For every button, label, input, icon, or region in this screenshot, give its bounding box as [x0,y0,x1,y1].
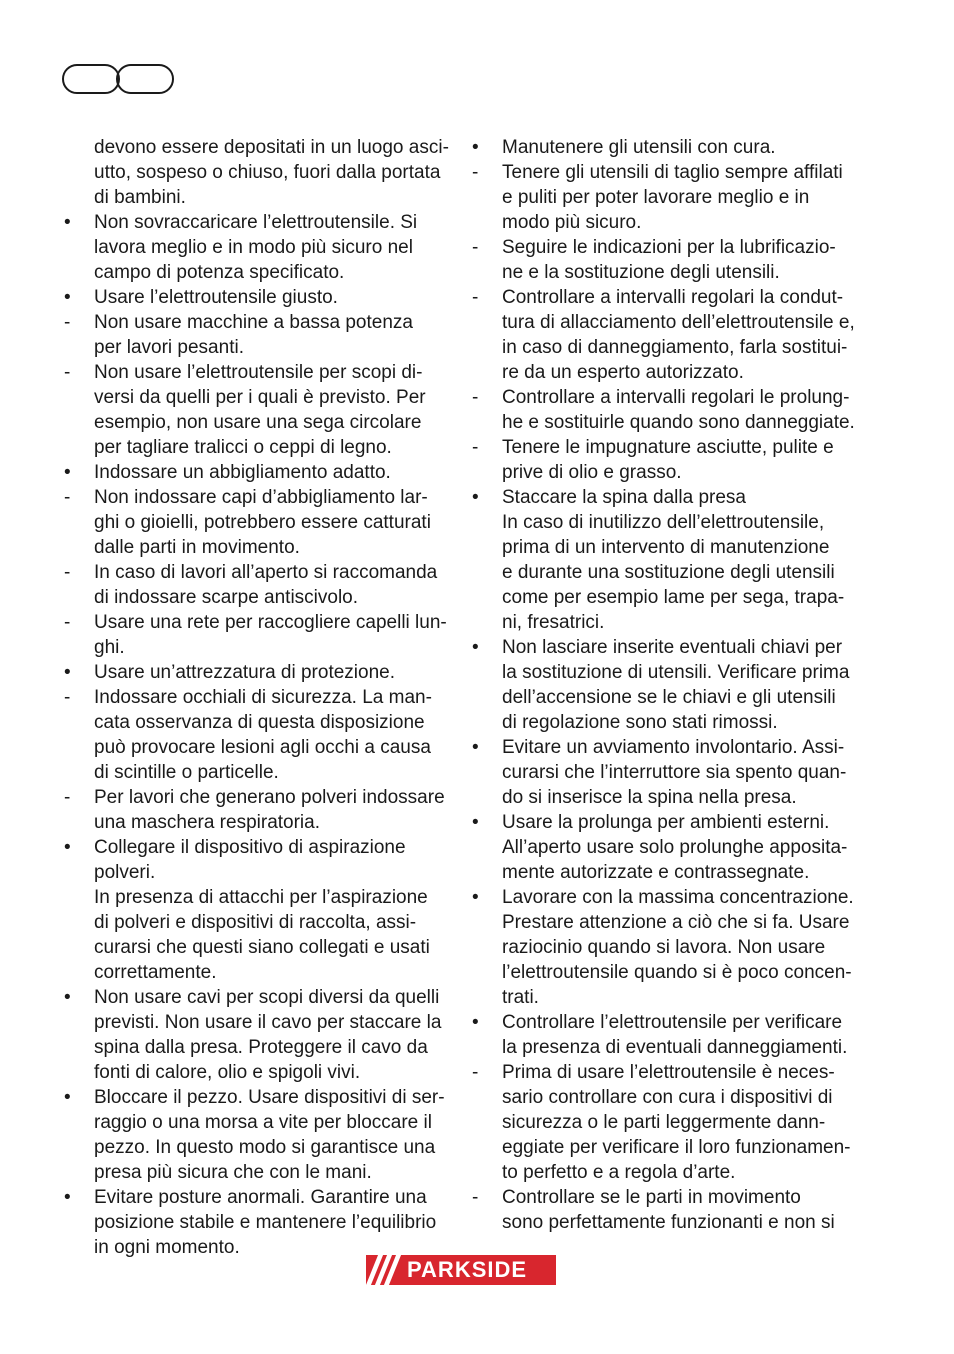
dash-item [62,485,452,560]
dash-marker: - [64,312,71,333]
text-line: dalle parti in movimento. [94,537,300,558]
dash-item [62,785,452,835]
bullet-item [470,885,870,1010]
bullet-marker: • [64,212,71,233]
text-line: he e sostituirle quando sono danneggiate. [502,412,855,433]
left-column [62,135,452,1260]
dash-item [470,1185,870,1235]
text-line: spina dalla presa. Proteggere il cavo da [94,1037,428,1058]
text-line: la sostituzione di utensili. Verificare prima [502,662,850,683]
text-line: modo più sicuro. [502,212,642,233]
bullet-marker: • [472,1012,479,1033]
text-line: lavora meglio e in modo più sicuro nel [94,237,413,258]
text-line: Bloccare il pezzo. Usare dispositivi di ser- [94,1087,445,1108]
text-line: la presenza di eventuali danneggiamenti. [502,1037,848,1058]
bullet-item [62,285,452,310]
bullet-marker: • [472,887,479,908]
bullet-marker: • [472,637,479,658]
text-line: eggiate per verificare il loro funzionamen- [502,1137,851,1158]
text-line: In caso di inutilizzo dell’elettroutensile, [502,512,825,533]
bullet-item [470,810,870,885]
dash-marker: - [64,612,71,633]
bullet-marker: • [64,837,71,858]
text-line: mente autorizzate e contrassegnate. [502,862,810,883]
language-badge [62,64,120,94]
dash-item [62,560,452,610]
logo-stripes-icon [372,1255,399,1285]
text-line: Prima di usare l’elettroutensile è neces- [502,1062,835,1083]
bullet-marker: • [64,287,71,308]
text-line: Usare un’attrezzatura di protezione. [94,662,395,683]
text-line: ne e la sostituzione degli utensili. [502,262,780,283]
dash-marker: - [64,787,71,808]
dash-marker: - [472,1187,479,1208]
continuation-item [62,135,452,210]
bullet-marker: • [472,737,479,758]
bullet-item [62,1185,452,1260]
text-line: sono perfettamente funzionanti e non si [502,1212,835,1233]
text-line: di scintille o particelle. [94,762,279,783]
text-line: una maschera respiratoria. [94,812,320,833]
text-line: ghi o gioielli, potrebbero essere catturati [94,512,431,533]
text-line: trati. [502,987,539,1008]
dash-marker: - [472,287,479,308]
text-line: e durante una sostituzione degli utensili [502,562,835,583]
dash-marker: - [472,162,479,183]
bullet-item [62,210,452,285]
text-line: Prestare attenzione a ciò che si fa. Usare [502,912,850,933]
text-line: Lavorare con la massima concentrazione. [502,887,854,908]
text-line: posizione stabile e mantenere l’equilibrio [94,1212,437,1233]
text-line: curarsi che l’interruttore sia spento quan- [502,762,847,783]
bullet-marker: • [472,812,479,833]
text-line: Non usare macchine a bassa potenza [94,312,413,333]
dash-marker: - [472,387,479,408]
text-line: All’aperto usare solo prolunghe apposita- [502,837,848,858]
bullet-marker: • [64,1087,71,1108]
language-badge [116,64,174,94]
text-line: prive di olio e grasso. [502,462,682,483]
text-line: prima di un intervento di manutenzione [502,537,830,558]
text-line: ghi. [94,637,125,658]
text-line: sario controllare con cura i dispositivi di [502,1087,833,1108]
text-line: raziocinio quando si lavora. Non usare [502,937,826,958]
text-line: Usare una rete per raccogliere capelli lun- [94,612,447,633]
dash-item [470,235,870,285]
text-line: do si inserisce la spina nella presa. [502,787,797,808]
dash-item [62,610,452,660]
text-line: versi da quelli per i quali è previsto. Per [94,387,426,408]
text-line: Evitare posture anormali. Garantire una [94,1187,427,1208]
text-line: Usare l’elettroutensile giusto. [94,287,338,308]
text-line: in ogni momento. [94,1237,240,1258]
text-line: Tenere le impugnature asciutte, pulite e [502,437,834,458]
text-line: per lavori pesanti. [94,337,244,358]
text-line: di polveri e dispositivi di raccolta, assi- [94,912,417,933]
bullet-item [470,485,870,635]
text-line: di bambini. [94,187,186,208]
dash-item [470,1060,870,1185]
bullet-marker: • [64,662,71,683]
text-line: to perfetto e a regola d’arte. [502,1162,736,1183]
dash-marker: - [472,1062,479,1083]
text-line: curarsi che questi siano collegati e usati [94,937,430,958]
text-line: Seguire le indicazioni per la lubrificazio- [502,237,836,258]
bullet-marker: • [64,462,71,483]
bullet-marker: • [472,137,479,158]
text-line: In caso di lavori all’aperto si raccomanda [94,562,438,583]
bullet-item [470,1010,870,1060]
text-line: sicurezza o le parti leggermente dann- [502,1112,826,1133]
text-line: come per esempio lame per sega, trapa- [502,587,845,608]
dash-item [62,360,452,460]
text-line: Collegare il dispositivo di aspirazione [94,837,406,858]
text-line: raggio o una morsa a vite per bloccare il [94,1112,432,1133]
text-line: campo di potenza specificato. [94,262,345,283]
text-line: per tagliare tralicci o ceppi di legno. [94,437,392,458]
text-line: Per lavori che generano polveri indossare [94,787,445,808]
text-line: Indossare un abbigliamento adatto. [94,462,391,483]
text-line: in caso di danneggiamento, farla sostitui- [502,337,848,358]
text-line: presa più sicura che con le mani. [94,1162,372,1183]
text-line: Evitare un avviamento involontario. Assi- [502,737,845,758]
bullet-marker: • [472,487,479,508]
text-line: dell’accensione se le chiavi e gli utensili [502,687,836,708]
bullet-item [470,735,870,810]
text-line: polveri. [94,862,156,883]
text-line: Manutenere gli utensili con cura. [502,137,776,158]
text-line: può provocare lesioni agli occhi a causa [94,737,431,758]
text-line: l’elettroutensile quando si è poco concen- [502,962,852,983]
bullet-marker: • [64,1187,71,1208]
bullet-item [62,835,452,985]
bullet-item [62,660,452,685]
text-line: devono essere depositati in un luogo asci- [94,137,449,158]
bullet-item [62,1085,452,1185]
bullet-item [62,985,452,1085]
text-line: tura di allacciamento dell’elettroutensile e, [502,312,855,333]
text-line: Non indossare capi d’abbigliamento lar- [94,487,428,508]
bullet-marker: • [64,987,71,1008]
bullet-item [62,460,452,485]
language-badges [62,64,174,94]
right-column [470,135,870,1235]
text-line: Non lasciare inserite eventuali chiavi per [502,637,843,658]
text-line: di indossare scarpe antiscivolo. [94,587,359,608]
text-line: Usare la prolunga per ambienti esterni. [502,812,830,833]
dash-item [470,160,870,235]
dash-item [62,310,452,360]
logo-text: PARKSIDE [407,1257,528,1282]
dash-marker: - [472,437,479,458]
text-line: Controllare l’elettroutensile per verificare [502,1012,843,1033]
text-line: correttamente. [94,962,217,983]
bullet-item [470,635,870,735]
parkside-logo [366,1255,556,1285]
text-line: esempio, non usare una sega circolare [94,412,422,433]
text-line: Indossare occhiali di sicurezza. La man- [94,687,432,708]
dash-item [470,435,870,485]
text-line: ni, fresatrici. [502,612,605,633]
text-line: e puliti per poter lavorare meglio e in [502,187,810,208]
text-line: utto, sospeso o chiuso, fuori dalla portata [94,162,441,183]
text-line: Controllare se le parti in movimento [502,1187,801,1208]
text-line: Staccare la spina dalla presa [502,487,746,508]
text-line: cata osservanza di questa disposizione [94,712,425,733]
text-line: Controllare a intervalli regolari la condut- [502,287,844,308]
dash-marker: - [64,562,71,583]
text-line: fonti di calore, olio e spigoli vivi. [94,1062,361,1083]
text-line: pezzo. In questo modo si garantisce una [94,1137,436,1158]
text-line: previsti. Non usare il cavo per staccare la [94,1012,442,1033]
text-line: Controllare a intervalli regolari le prolung- [502,387,850,408]
text-line: Non usare l’elettroutensile per scopi di- [94,362,423,383]
text-line: Non sovraccaricare l’elettroutensile. Si [94,212,418,233]
dash-item [470,385,870,435]
dash-marker: - [64,687,71,708]
dash-item [470,285,870,385]
dash-marker: - [64,362,71,383]
text-line: re da un esperto autorizzato. [502,362,744,383]
text-line: Tenere gli utensili di taglio sempre affilati [502,162,843,183]
bullet-item [470,135,870,160]
dash-marker: - [472,237,479,258]
dash-item [62,685,452,785]
text-line: Non usare cavi per scopi diversi da quelli [94,987,440,1008]
text-line: di regolazione sono stati rimossi. [502,712,778,733]
dash-marker: - [64,487,71,508]
text-line: In presenza di attacchi per l’aspirazione [94,887,428,908]
